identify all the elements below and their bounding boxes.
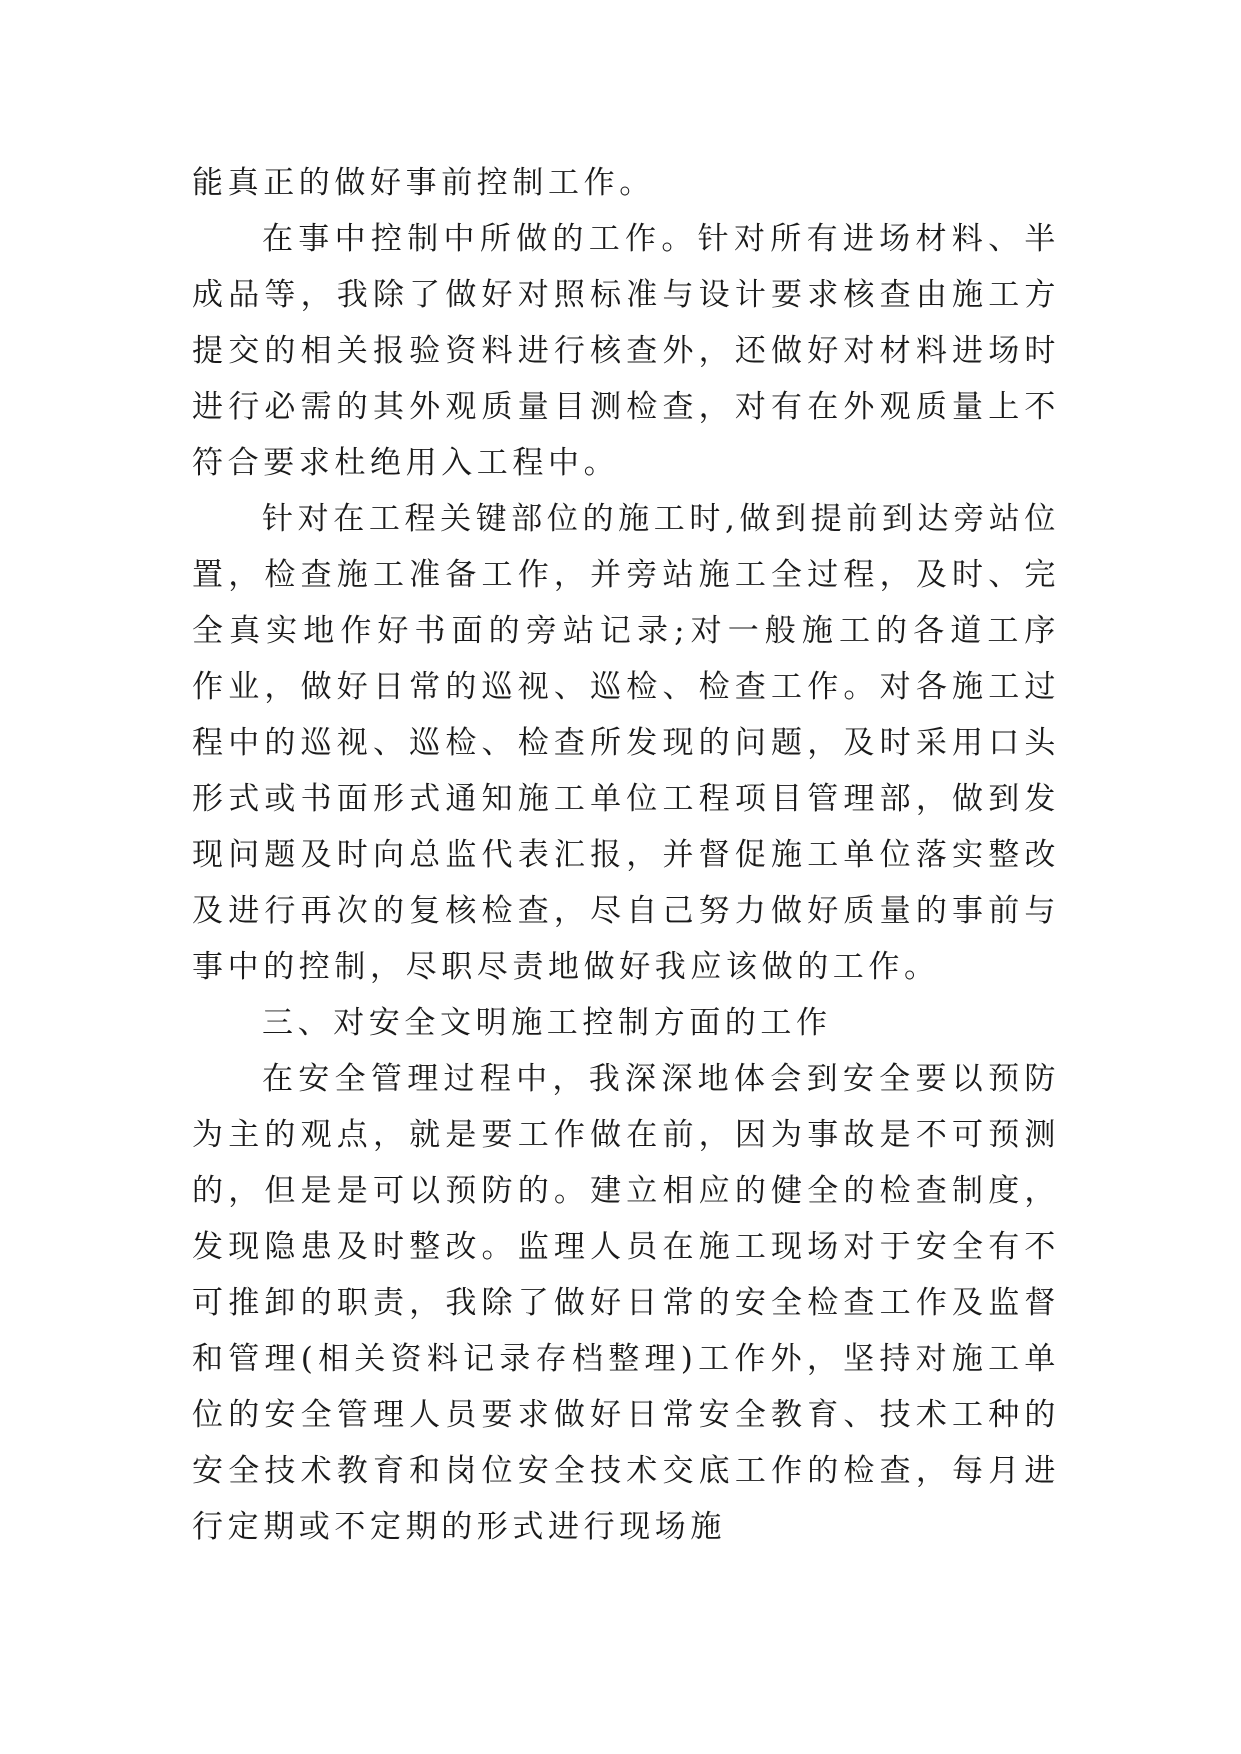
document-page: [192, 155, 1060, 1555]
paragraph-safety-management: 在安全管理过程中，我深深地体会到安全要以预防为主的观点，就是要工作做在前，因为事故是不可预测的，但是是可以预防的。建立相应的健全的检查制度，发现隐患及时整改。监理人员在施工现场对于安全有不可推卸的职责，我除了做好日常的安全检查工作及监督和管理(相关资料记录存档整理)工作外，坚持对施工单位的安全管理人员要求做好日常安全教育、技术工种的安全技术教育和岗位安全技术交底工作的检查，每月进行定期或不定期的形式进行现场施: [192, 1061, 1060, 1545]
paragraph-key-position-supervision: 针对在工程关键部位的施工时,做到提前到达旁站位置，检查施工准备工作，并旁站施工全过程，及时、完全真实地作好书面的旁站记录;对一般施工的各道工序作业，做好日常的巡视、巡检、检查工作。对各施工过程中的巡视、巡检、检查所发现的问题，及时采用口头形式或书面形式通知施工单位工程项目管理部，做到发现问题及时向总监代表汇报，并督促施工单位落实整改及进行再次的复核检查，尽自己努力做好质量的事前与事中的控制，尽职尽责地做好我应该做的工作。: [192, 501, 1060, 985]
paragraph-in-process-control: 在事中控制中所做的工作。针对所有进场材料、半成品等，我除了做好对照标准与设计要求核查由施工方提交的相关报验资料进行核查外，还做好对材料进场时进行必需的其外观质量目测检查，对有在外观质量上不符合要求杜绝用入工程中。: [192, 221, 1060, 481]
section-heading-safety: 三、对安全文明施工控制方面的工作: [262, 1005, 832, 1041]
paragraph-continuation: 能真正的做好事前控制工作。: [192, 165, 655, 201]
